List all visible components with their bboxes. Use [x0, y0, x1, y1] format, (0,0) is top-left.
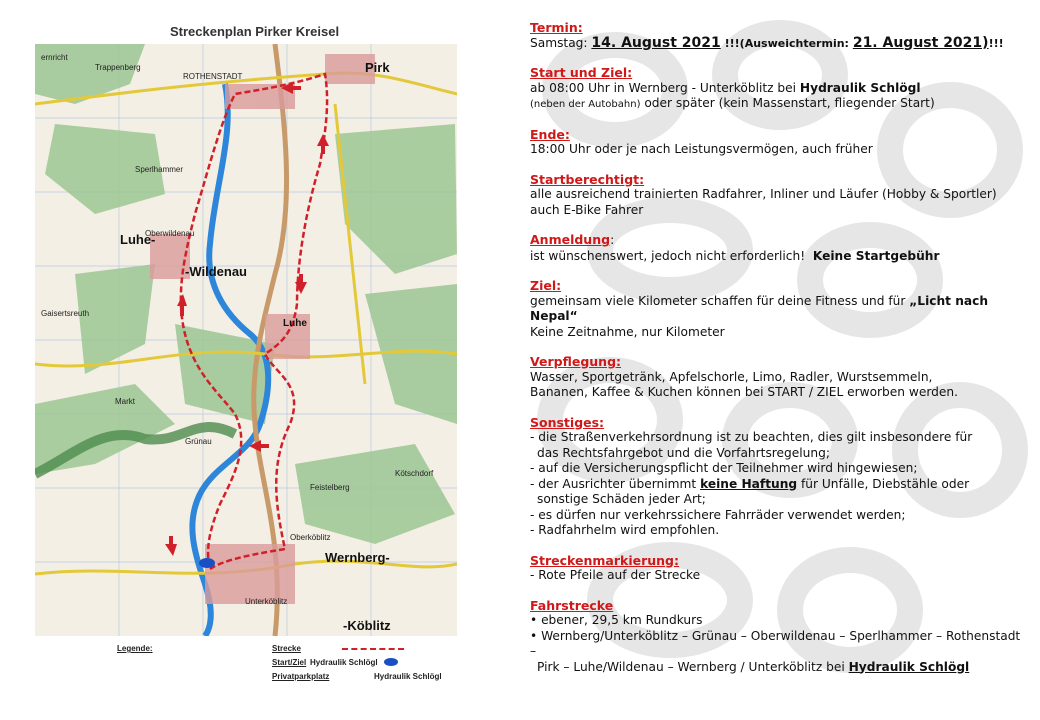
section-startberechtigt: [530, 172, 1030, 219]
startberechtigt-heading: Startberechtigt:: [530, 171, 645, 187]
section-fahrstrecke: [530, 598, 1030, 676]
verpflegung-heading: Verpflegung:: [530, 354, 622, 369]
map-title: Streckenplan Pirker Kreisel: [170, 24, 340, 39]
map-label-unterkoeblitz: Unterköblitz: [245, 597, 288, 606]
map-legend: [40, 640, 460, 700]
legend-route-label: Strecke: [272, 644, 301, 653]
map-label-gaisertsreuth: Gaisertsreuth: [41, 309, 90, 318]
start-text: ab 08:00 Uhr in Wernberg - Unterköblitz bei: [530, 80, 797, 95]
fahrstrecke-company: Hydraulik Schlögl: [848, 659, 970, 674]
start-heading: Start und Ziel:: [530, 65, 633, 80]
termin-alt-date: 21. August 2021): [852, 34, 989, 51]
map-label-oberkoeblitz: Oberköblitz: [290, 533, 331, 542]
map-label-luhe: Luhe-: [120, 232, 156, 247]
legend-start-name: Hydraulik Schlögl: [310, 658, 378, 667]
anmeldung-colon: :: [610, 233, 615, 247]
start-company: Hydraulik Schlögl: [799, 80, 921, 95]
map-label-luhe-town: Luhe: [283, 318, 307, 329]
ziel-note: Keine Zeitnahme, nur Kilometer: [530, 324, 725, 339]
ziel-charity: „Licht nach Nepal“: [530, 293, 989, 323]
section-verpflegung: [530, 354, 1030, 401]
event-info: [530, 20, 1030, 689]
ziel-heading: Ziel:: [530, 278, 562, 293]
map-label-oberwildenau: Oberwildenau: [145, 229, 195, 238]
termin-suffix: !!!: [988, 36, 1004, 50]
map-label-gruenau: Grünau: [185, 437, 212, 446]
fahrstrecke-line2: • Wernberg/Unterköblitz – Grünau – Oberwildenau – Sperlhammer – Rothenstadt –: [530, 628, 1021, 658]
section-termin: [530, 20, 1030, 51]
legend-title: Legende:: [117, 644, 153, 653]
termin-prefix: Samstag:: [530, 35, 588, 50]
sonstiges-line5: sonstige Schäden jeder Art;: [537, 492, 706, 506]
sonstiges-line4c: für Unfälle, Diebstähle oder: [800, 476, 970, 491]
sonstiges-line7: - Radfahrhelm wird empfohlen.: [530, 523, 720, 537]
map-label-markt: Markt: [115, 397, 135, 406]
sonstiges-line2: das Rechtsfahrgebot und die Vorfahrtsregelung;: [537, 445, 830, 460]
map-label-sperlhammer: Sperlhammer: [135, 165, 184, 174]
sonstiges-line1: - die Straßenverkehrsordnung ist zu beachten, dies gilt insbesondere für: [530, 430, 973, 444]
map-label-wernberg: Wernberg-: [325, 550, 390, 565]
legend-start-label: Start/Ziel: [272, 658, 307, 667]
fahrstrecke-line1: • ebener, 29,5 km Rundkurs: [530, 613, 703, 627]
map-label-koeblitz: -Köblitz: [343, 618, 391, 633]
section-markierung: [530, 553, 1030, 584]
legend-parking-name: Hydraulik Schlögl: [374, 672, 442, 681]
ziel-text: gemeinsam viele Kilometer schaffen für deine Fitness und für: [530, 293, 906, 308]
start-text-2: oder später (kein Massenstart, fliegender Start): [644, 96, 935, 110]
map-label-rothenstadt: ROTHENSTADT: [183, 72, 243, 81]
ende-text: 18:00 Uhr oder je nach Leistungsvermögen, auch früher: [530, 142, 873, 156]
map-label-feistelberg: Feistelberg: [310, 483, 350, 492]
verpflegung-line2: Bananen, Kaffee & Kuchen können bei START / ZIEL erworben werden.: [530, 385, 958, 399]
termin-heading: Termin:: [530, 20, 583, 35]
startberechtigt-line1: alle ausreichend trainierten Radfahrer, Inliner und Läufer (Hobby & Sportler): [530, 187, 997, 201]
ende-heading: Ende:: [530, 126, 570, 142]
fahrstrecke-line3: Pirk – Luhe/Wildenau – Wernberg / Unterköblitz bei: [537, 659, 845, 674]
legend-start-marker-icon: [384, 658, 398, 666]
start-note: (neben der Autobahn): [530, 99, 641, 110]
markierung-heading: Streckenmarkierung:: [530, 552, 679, 568]
section-start: [530, 65, 1030, 113]
section-sonstiges: [530, 415, 1030, 539]
route-map[interactable]: [35, 44, 457, 636]
map-label-ernricht: ernricht: [41, 53, 68, 62]
section-anmeldung: [530, 232, 1030, 264]
sonstiges-line6: - es dürfen nur verkehrssichere Fahrräder verwendet werden;: [530, 507, 906, 522]
anmeldung-fee: Keine Startgebühr: [812, 248, 940, 263]
section-ende: [530, 127, 1030, 158]
sonstiges-heading: Sonstiges:: [530, 414, 605, 430]
map-label-trappenberg: Trappenberg: [95, 63, 141, 72]
anmeldung-text: ist wünschenswert, jedoch nicht erforderlich!: [530, 248, 806, 263]
section-ziel: [530, 278, 1030, 340]
startberechtigt-line2: auch E-Bike Fahrer: [530, 202, 644, 217]
sonstiges-line4a: - der Ausrichter übernimmt: [530, 476, 697, 491]
map-label-koetschdorf: Kötschdorf: [395, 469, 434, 478]
fahrstrecke-heading: Fahrstrecke: [530, 597, 614, 613]
sonstiges-no-liability: keine Haftung: [700, 476, 798, 491]
legend-parking-label: Privatparkplatz: [272, 672, 330, 681]
termin-date: 14. August 2021: [591, 34, 721, 51]
verpflegung-line1: Wasser, Sportgetränk, Apfelschorle, Limo, Radler, Wurstsemmeln,: [530, 369, 933, 384]
legend-route-line: [342, 648, 404, 650]
termin-alt-label: !!!(Ausweichtermin:: [724, 36, 849, 50]
map-label-wildenau: -Wildenau: [185, 264, 247, 279]
markierung-text: - Rote Pfeile auf der Strecke: [530, 568, 701, 582]
anmeldung-heading: Anmeldung: [530, 232, 611, 247]
sonstiges-line3: - auf die Versicherungspflicht der Teilnehmer wird hingewiesen;: [530, 461, 918, 475]
map-label-pirk: Pirk: [365, 60, 390, 75]
